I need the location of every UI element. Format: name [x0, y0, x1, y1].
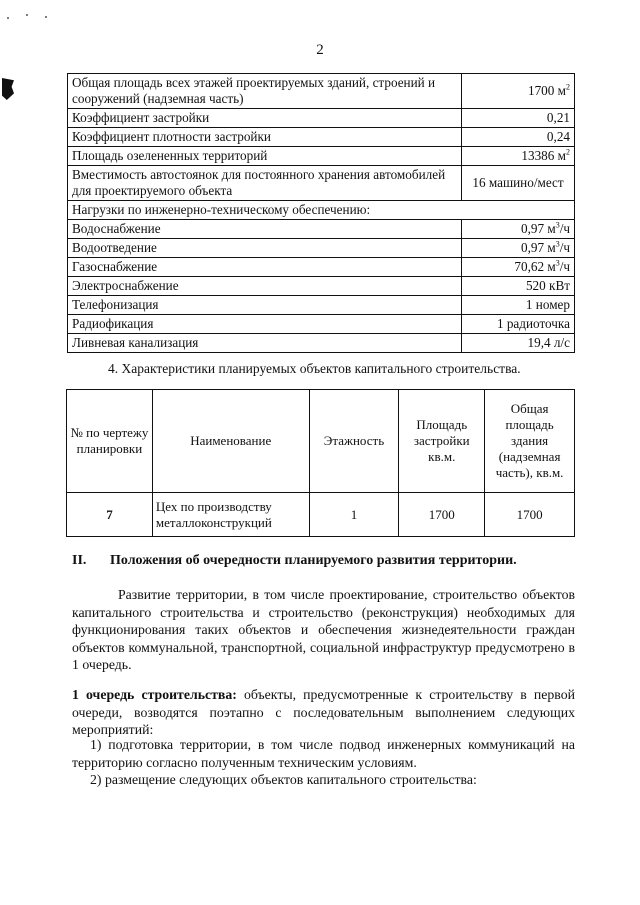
param-value: 1 номер — [462, 296, 575, 315]
paragraph-first-stage — [72, 686, 575, 739]
param-label: Ливневая канализация — [68, 334, 462, 353]
first-stage-label: 1 очередь строительства: — [72, 687, 237, 702]
table-row — [68, 147, 575, 166]
section-roman-numeral: II. — [72, 553, 87, 568]
object-name: Цех по производству металлоконструкций — [152, 493, 309, 537]
param-value: 0,21 — [462, 109, 575, 128]
object-area: 1700 — [399, 493, 485, 537]
param-label: Вместимость автостоянок для постоянного хранения автомобилей для проектируемого объекта — [68, 166, 462, 201]
table-row — [68, 128, 575, 147]
table-row — [68, 109, 575, 128]
param-label: Радиофикация — [68, 315, 462, 334]
column-header: Этажность — [309, 390, 399, 493]
param-label: Водоотведение — [68, 239, 462, 258]
list-item: 2) размещение следующих объектов капитального строительства: — [90, 772, 477, 787]
param-group-label: Нагрузки по инженерно-техническому обеспечению: — [68, 201, 575, 220]
param-value: 1700 $м^2$ — [462, 74, 575, 109]
param-label: Водоснабжение — [68, 220, 462, 239]
parameters-table — [67, 73, 575, 353]
param-label: Телефонизация — [68, 296, 462, 315]
object-number: 7 — [67, 493, 153, 537]
paragraph-development: Развитие территории, в том числе проектирование, строительство объектов капитального строительства и строительство (реконструкция) необходимых для функционирования таких объектов и обеспечения жизнедеятельности граждан объектов коммунальной, транспортной, социальной инфраструктур предусмотрено в 1 очередь. — [72, 587, 575, 672]
first-stage-text: объекты, предусмотренные к строительству в первой очереди, возводятся поэтапно с последовательным выполнением следующих мероприятий: — [72, 687, 575, 737]
section-2-title: Положения об очередности планируемого развития территории. — [110, 553, 517, 568]
param-label: Газоснабжение — [68, 258, 462, 277]
param-value: 70,62 $м^3/ч$ — [462, 258, 575, 277]
param-label: Коэффициент плотности застройки — [68, 128, 462, 147]
table-row — [68, 220, 575, 239]
table-row — [68, 315, 575, 334]
column-header: № по чертежу планировки — [67, 390, 153, 493]
scan-artifact-mark — [2, 78, 14, 100]
param-label: Площадь озелененных территорий — [68, 147, 462, 166]
table-row — [68, 277, 575, 296]
scan-dot — [7, 17, 9, 19]
scan-dot — [26, 14, 28, 16]
table-row — [68, 74, 575, 109]
param-value: 0,97 $м^3/ч$ — [462, 239, 575, 258]
table-row — [68, 201, 575, 220]
table-row — [68, 166, 575, 201]
list-item: 1) подготовка территории, в том числе подвод инженерных коммуникаций на территорию согласно полученным техническим условиям. — [72, 737, 575, 770]
param-value: 19,4 л/с — [462, 334, 575, 353]
param-value: 0,97 $м^3/ч$ — [462, 220, 575, 239]
table-row — [67, 493, 575, 537]
objects-table — [66, 389, 575, 537]
section-4-title: 4. Характеристики планируемых объектов капитального строительства. — [108, 361, 521, 376]
scan-dot — [45, 16, 47, 18]
column-header: Общая площадь здания (надземная часть), кв.м. — [485, 390, 575, 493]
param-label: Электроснабжение — [68, 277, 462, 296]
object-floors: 1 — [309, 493, 399, 537]
param-label: Общая площадь всех этажей проектируемых зданий, строений и сооружений (надземная часть) — [68, 74, 462, 109]
table-row — [68, 334, 575, 353]
param-value: 1 радиоточка — [462, 315, 575, 334]
column-header: Наименование — [152, 390, 309, 493]
param-label: Коэффициент застройки — [68, 109, 462, 128]
object-total-area: 1700 — [485, 493, 575, 537]
column-header: Площадь застройки кв.м. — [399, 390, 485, 493]
param-value: 520 кВт — [462, 277, 575, 296]
table-row — [68, 239, 575, 258]
section-2-heading — [72, 553, 517, 569]
table-header-row — [67, 390, 575, 493]
table-row — [68, 296, 575, 315]
param-value: 13386 $м^2$ — [462, 147, 575, 166]
param-value: 16 машино/мест — [462, 166, 575, 201]
param-value: 0,24 — [462, 128, 575, 147]
table-row — [68, 258, 575, 277]
page-number: 2 — [316, 42, 324, 58]
